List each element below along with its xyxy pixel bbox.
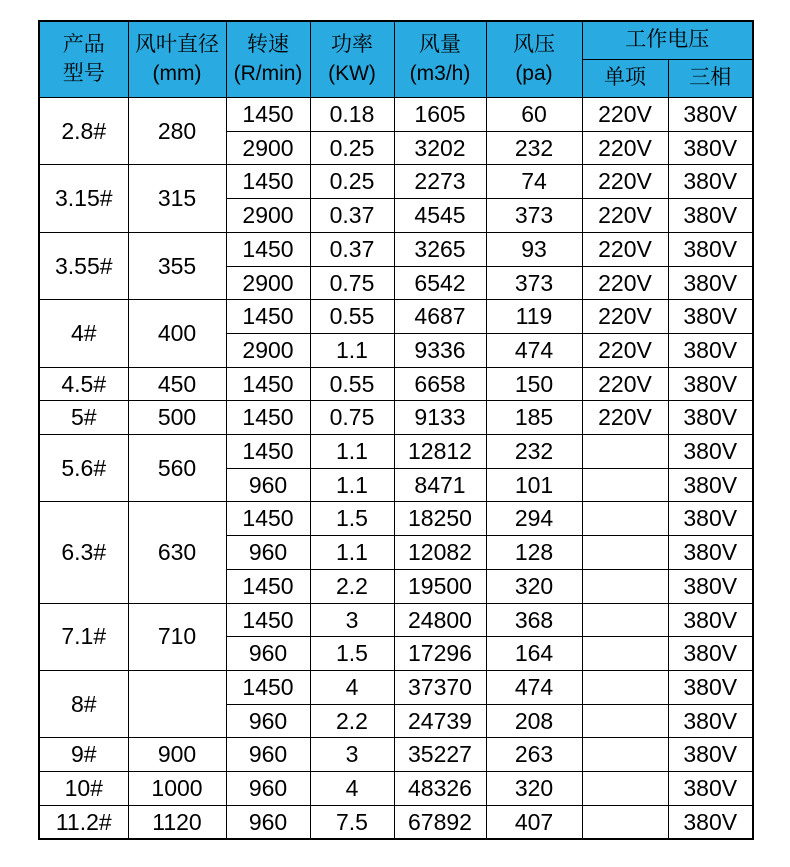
cell-voltage-three: 380V	[668, 704, 753, 738]
cell-voltage-three: 380V	[668, 637, 753, 671]
cell-diameter: 630	[128, 502, 226, 603]
cell-voltage-three: 380V	[668, 266, 753, 300]
cell-voltage-single: 220V	[582, 232, 668, 266]
cell-voltage-three: 380V	[668, 401, 753, 435]
cell-power: 1.5	[310, 502, 394, 536]
cell-model: 6.3#	[39, 502, 128, 603]
cell-voltage-single	[582, 772, 668, 806]
cell-power: 7.5	[310, 805, 394, 839]
cell-airflow: 35227	[394, 738, 486, 772]
cell-diameter: 500	[128, 401, 226, 435]
cell-voltage-three: 380V	[668, 367, 753, 401]
cell-speed: 1450	[226, 435, 310, 469]
cell-voltage-single: 220V	[582, 165, 668, 199]
cell-airflow: 4545	[394, 199, 486, 233]
cell-pressure: 101	[486, 468, 582, 502]
cell-voltage-single	[582, 637, 668, 671]
cell-power: 0.55	[310, 367, 394, 401]
cell-airflow: 4687	[394, 300, 486, 334]
cell-voltage-single	[582, 603, 668, 637]
table-header	[39, 21, 753, 98]
table-row	[39, 738, 753, 772]
fan-spec-table	[38, 20, 754, 840]
cell-speed: 960	[226, 738, 310, 772]
cell-model: 5#	[39, 401, 128, 435]
cell-pressure: 320	[486, 569, 582, 603]
cell-power: 0.75	[310, 266, 394, 300]
cell-voltage-three: 380V	[668, 502, 753, 536]
cell-airflow: 19500	[394, 569, 486, 603]
header-airflow	[394, 21, 486, 98]
cell-voltage-three: 380V	[668, 199, 753, 233]
cell-diameter: 280	[128, 98, 226, 165]
header-speed-line2: (R/min)	[233, 61, 303, 85]
cell-power: 0.25	[310, 165, 394, 199]
cell-voltage-single	[582, 536, 668, 570]
cell-model: 7.1#	[39, 603, 128, 670]
table-row	[39, 367, 753, 401]
cell-diameter: 900	[128, 738, 226, 772]
cell-model: 2.8#	[39, 98, 128, 165]
cell-airflow: 3202	[394, 131, 486, 165]
header-working-voltage: 工作电压	[582, 21, 753, 60]
cell-voltage-single: 220V	[582, 98, 668, 132]
cell-voltage-single	[582, 468, 668, 502]
cell-pressure: 232	[486, 131, 582, 165]
cell-pressure: 294	[486, 502, 582, 536]
cell-airflow: 6542	[394, 266, 486, 300]
cell-voltage-single	[582, 704, 668, 738]
cell-power: 2.2	[310, 704, 394, 738]
cell-pressure: 185	[486, 401, 582, 435]
cell-voltage-single	[582, 435, 668, 469]
cell-voltage-three: 380V	[668, 300, 753, 334]
table-row	[39, 772, 753, 806]
cell-pressure: 119	[486, 300, 582, 334]
cell-pressure: 373	[486, 266, 582, 300]
cell-voltage-three: 380V	[668, 738, 753, 772]
cell-voltage-single: 220V	[582, 266, 668, 300]
cell-speed: 1450	[226, 165, 310, 199]
cell-pressure: 60	[486, 98, 582, 132]
cell-pressure: 74	[486, 165, 582, 199]
table-row	[39, 165, 753, 199]
cell-model: 4#	[39, 300, 128, 367]
cell-airflow: 17296	[394, 637, 486, 671]
header-voltage-single-phase: 单项	[582, 60, 668, 98]
cell-airflow: 18250	[394, 502, 486, 536]
cell-model: 3.15#	[39, 165, 128, 232]
cell-power: 3	[310, 603, 394, 637]
header-product-line2: 型号	[62, 61, 105, 85]
cell-voltage-three: 380V	[668, 333, 753, 367]
header-pressure-line1: 风压	[513, 33, 555, 57]
cell-diameter: 1120	[128, 805, 226, 839]
cell-pressure: 474	[486, 333, 582, 367]
cell-airflow: 9336	[394, 333, 486, 367]
cell-power: 0.75	[310, 401, 394, 435]
header-speed	[226, 21, 310, 98]
table-row	[39, 502, 753, 536]
header-airflow-line1: 风量	[419, 33, 461, 57]
cell-speed: 960	[226, 704, 310, 738]
table-row	[39, 401, 753, 435]
cell-pressure: 368	[486, 603, 582, 637]
cell-diameter	[128, 670, 226, 737]
table-row	[39, 435, 753, 469]
cell-voltage-single: 220V	[582, 333, 668, 367]
cell-airflow: 67892	[394, 805, 486, 839]
cell-power: 1.1	[310, 435, 394, 469]
cell-speed: 1450	[226, 367, 310, 401]
cell-pressure: 263	[486, 738, 582, 772]
cell-model: 11.2#	[39, 805, 128, 839]
cell-speed: 1450	[226, 401, 310, 435]
cell-pressure: 128	[486, 536, 582, 570]
cell-model: 4.5#	[39, 367, 128, 401]
cell-pressure: 164	[486, 637, 582, 671]
cell-speed: 960	[226, 772, 310, 806]
cell-speed: 960	[226, 637, 310, 671]
cell-pressure: 373	[486, 199, 582, 233]
cell-speed: 1450	[226, 603, 310, 637]
header-voltage-three-phase: 三相	[668, 60, 753, 98]
cell-model: 3.55#	[39, 232, 128, 299]
cell-voltage-three: 380V	[668, 569, 753, 603]
table-row	[39, 300, 753, 334]
cell-voltage-single: 220V	[582, 300, 668, 334]
cell-power: 1.1	[310, 333, 394, 367]
cell-diameter: 400	[128, 300, 226, 367]
cell-airflow: 24800	[394, 603, 486, 637]
cell-voltage-three: 380V	[668, 165, 753, 199]
cell-airflow: 24739	[394, 704, 486, 738]
cell-diameter: 355	[128, 232, 226, 299]
cell-diameter: 315	[128, 165, 226, 232]
cell-power: 0.18	[310, 98, 394, 132]
header-pressure-line2: (pa)	[515, 61, 553, 85]
cell-airflow: 3265	[394, 232, 486, 266]
cell-model: 10#	[39, 772, 128, 806]
cell-airflow: 2273	[394, 165, 486, 199]
cell-speed: 2900	[226, 199, 310, 233]
cell-power: 1.1	[310, 536, 394, 570]
cell-pressure: 474	[486, 670, 582, 704]
header-airflow-line2: (m3/h)	[409, 61, 471, 85]
cell-voltage-single	[582, 805, 668, 839]
cell-power: 1.1	[310, 468, 394, 502]
cell-voltage-three: 380V	[668, 232, 753, 266]
cell-airflow: 37370	[394, 670, 486, 704]
cell-pressure: 150	[486, 367, 582, 401]
cell-voltage-three: 380V	[668, 536, 753, 570]
cell-airflow: 9133	[394, 401, 486, 435]
header-power-line1: 功率	[331, 33, 373, 57]
cell-power: 1.5	[310, 637, 394, 671]
cell-voltage-single	[582, 502, 668, 536]
cell-voltage-three: 380V	[668, 805, 753, 839]
cell-pressure: 407	[486, 805, 582, 839]
cell-speed: 1450	[226, 502, 310, 536]
cell-airflow: 12812	[394, 435, 486, 469]
cell-airflow: 1605	[394, 98, 486, 132]
cell-diameter: 560	[128, 435, 226, 502]
cell-voltage-three: 380V	[668, 603, 753, 637]
header-power-line2: (KW)	[328, 61, 376, 85]
table-row	[39, 603, 753, 637]
cell-power: 0.37	[310, 232, 394, 266]
cell-power: 4	[310, 670, 394, 704]
cell-speed: 960	[226, 805, 310, 839]
cell-speed: 960	[226, 468, 310, 502]
cell-model: 8#	[39, 670, 128, 737]
cell-speed: 1450	[226, 300, 310, 334]
table-row	[39, 98, 753, 132]
cell-airflow: 6658	[394, 367, 486, 401]
cell-speed: 1450	[226, 98, 310, 132]
cell-voltage-three: 380V	[668, 670, 753, 704]
cell-speed: 960	[226, 536, 310, 570]
cell-voltage-single	[582, 738, 668, 772]
cell-voltage-single: 220V	[582, 199, 668, 233]
cell-voltage-single	[582, 670, 668, 704]
cell-voltage-three: 380V	[668, 772, 753, 806]
cell-airflow: 8471	[394, 468, 486, 502]
cell-power: 0.25	[310, 131, 394, 165]
cell-speed: 1450	[226, 569, 310, 603]
cell-diameter: 450	[128, 367, 226, 401]
cell-pressure: 320	[486, 772, 582, 806]
header-diameter-line2: (mm)	[152, 61, 202, 85]
cell-voltage-single: 220V	[582, 367, 668, 401]
cell-airflow: 12082	[394, 536, 486, 570]
cell-power: 0.55	[310, 300, 394, 334]
header-pressure	[486, 21, 582, 98]
table-row	[39, 805, 753, 839]
header-power	[310, 21, 394, 98]
header-product-line1: 产品	[62, 33, 105, 57]
cell-voltage-single: 220V	[582, 131, 668, 165]
cell-voltage-three: 380V	[668, 435, 753, 469]
cell-voltage-single	[582, 569, 668, 603]
cell-airflow: 48326	[394, 772, 486, 806]
cell-model: 9#	[39, 738, 128, 772]
cell-voltage-three: 380V	[668, 98, 753, 132]
cell-speed: 1450	[226, 232, 310, 266]
cell-diameter: 1000	[128, 772, 226, 806]
cell-speed: 1450	[226, 670, 310, 704]
cell-speed: 2900	[226, 131, 310, 165]
cell-power: 0.37	[310, 199, 394, 233]
header-diameter-line1: 风叶直径	[135, 33, 219, 57]
header-row-main	[39, 21, 753, 60]
table-row	[39, 670, 753, 704]
cell-pressure: 93	[486, 232, 582, 266]
cell-diameter: 710	[128, 603, 226, 670]
cell-voltage-three: 380V	[668, 131, 753, 165]
spec-table-body	[39, 98, 753, 840]
cell-pressure: 208	[486, 704, 582, 738]
cell-speed: 2900	[226, 333, 310, 367]
header-blade-diameter	[128, 21, 226, 98]
cell-voltage-three: 380V	[668, 468, 753, 502]
cell-power: 3	[310, 738, 394, 772]
cell-speed: 2900	[226, 266, 310, 300]
cell-pressure: 232	[486, 435, 582, 469]
cell-power: 4	[310, 772, 394, 806]
header-speed-line1: 转速	[247, 33, 289, 57]
header-product-model	[39, 21, 128, 98]
cell-power: 2.2	[310, 569, 394, 603]
cell-model: 5.6#	[39, 435, 128, 502]
cell-voltage-single: 220V	[582, 401, 668, 435]
table-row	[39, 232, 753, 266]
